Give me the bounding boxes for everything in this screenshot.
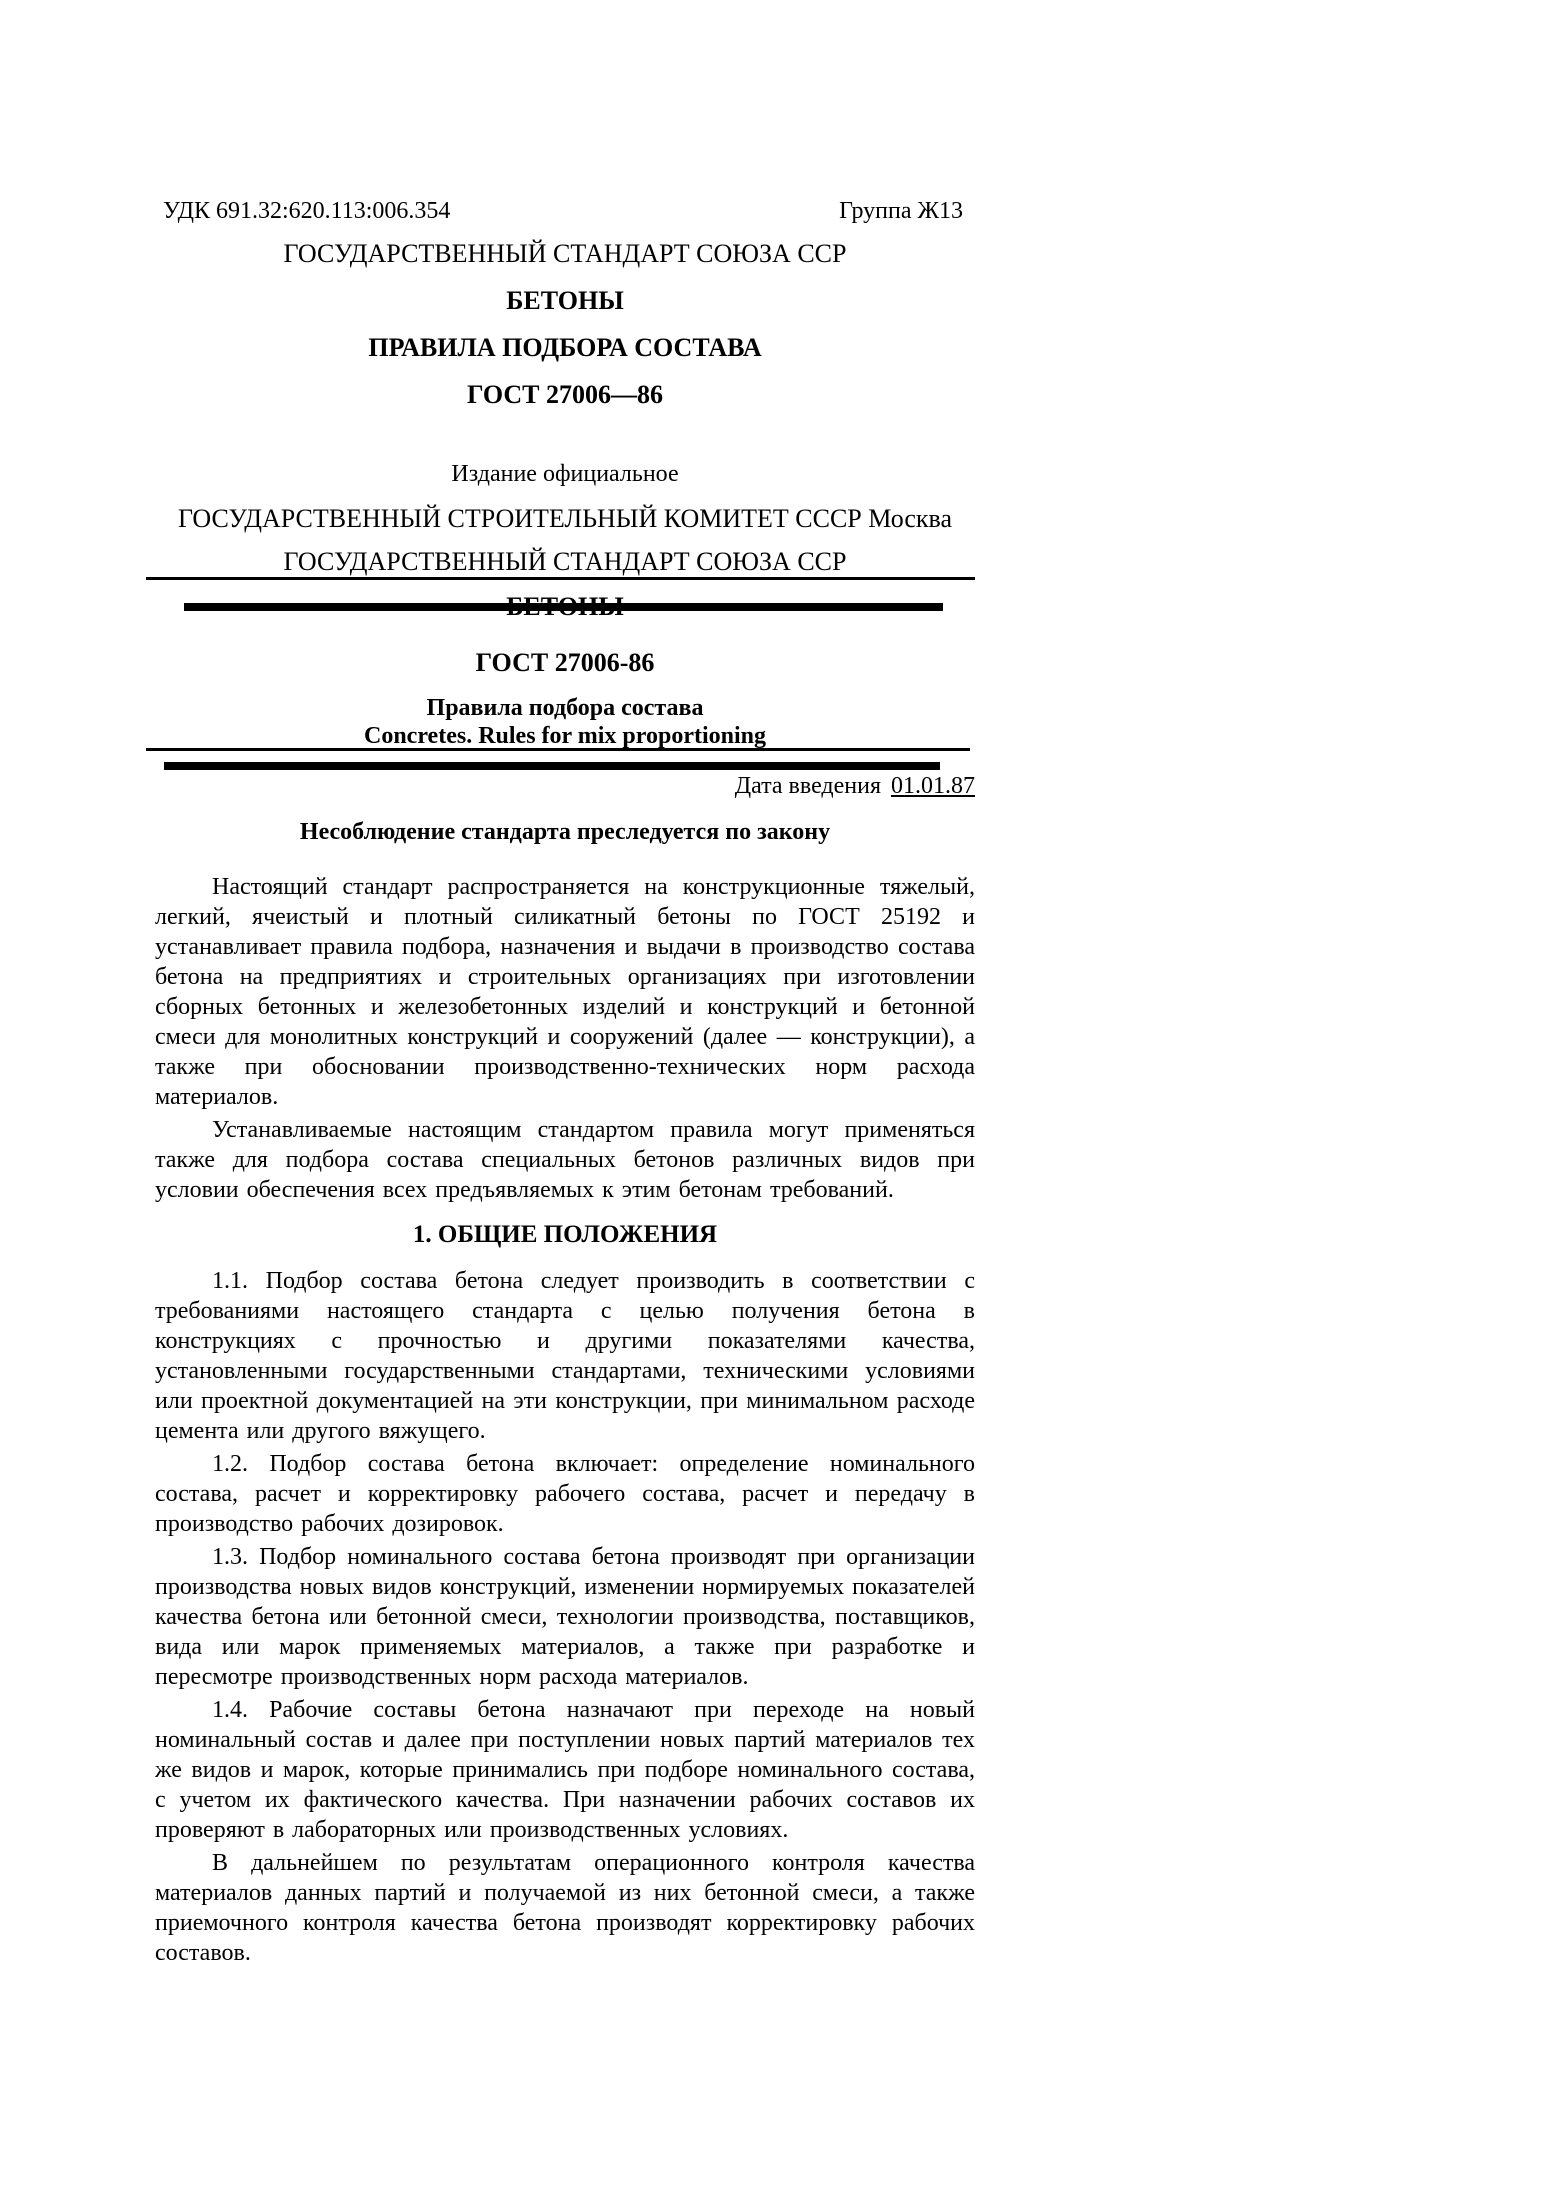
gost-code: ГОСТ 27006—86 [466, 380, 664, 409]
doc-subtitle: ПРАВИЛА ПОДБОРА СОСТАВА [368, 333, 762, 362]
thick-bar [164, 762, 940, 770]
section-heading: 1. ОБЩИЕ ПОЛОЖЕНИЯ [412, 1221, 718, 1248]
paragraph: Устанавливаемые настоящим стандартом правила могут применяться также для подбора состава специальных бетонов различных видов при условии обеспечения всех предъявляемых к этим бетонам требований. [155, 1117, 975, 1203]
enactment-date-line [155, 772, 975, 800]
paragraph: Настоящий стандарт распространяется на конструкционные тяжелый, легкий, ячеистый и плотный силикатный бетоны по ГОСТ 25192 и устанавливает правила подбора, назначения и выдачи в производство состава бетона на предприятиях и строительных организациях при изготовлении сборных бетонных и железобетонных изделий и конструкций и бетонной смеси для монолитных конструкций и сооружений (далее — конструкции), а также при обосновании производственно-технических норм расхода материалов. [155, 874, 975, 1110]
standard-title-ru: Правила подбора состава [426, 695, 704, 721]
law-notice: Несоблюдение стандарта преследуется по закону [299, 819, 831, 845]
paragraph: 1.4. Рабочие составы бетона назначают при переходе на новый номинальный состав и далее при поступлении новых партий материалов тех же видов и марок, которые принимались при подборе номинального состава, с учетом их фактического качества. При назначении рабочих составов их проверяют в лабораторных или производственных условиях. [155, 1697, 975, 1843]
document-body [155, 872, 975, 1968]
group-code: Группа Ж13 [839, 198, 963, 224]
paragraph: 1.2. Подбор состава бетона включает: определение номинального состава, расчет и корректировку рабочего состава, расчет и передачу в производство рабочих дозировок. [155, 1451, 975, 1537]
paragraph: 1.1. Подбор состава бетона следует производить в соответствии с требованиями настоящего стандарта с целью получения бетона в конструкциях с прочностью и другими показателями качества, установленными государственными стандартами, техническими условиями или проектной документацией на эти конструкции, при минимальном расходе цемента или другого вяжущего. [155, 1268, 975, 1444]
strikethrough-bar [184, 603, 943, 611]
struck-title-block [155, 592, 975, 622]
date-label: Дата введения [734, 773, 881, 799]
committee-line: ГОСУДАРСТВЕННЫЙ СТРОИТЕЛЬНЫЙ КОМИТЕТ СССР Москва [177, 504, 953, 533]
horizontal-rule [146, 577, 975, 580]
paragraph: 1.3. Подбор номинального состава бетона производят при организации производства новых видов конструкций, изменении нормируемых показателей качества бетона или бетонной смеси, технологии производства, поставщиков, вида или марок применяемых материалов, а также при разработке и пересмотре производственных норм расхода материалов. [155, 1544, 975, 1690]
gost-code-2: ГОСТ 27006-86 [475, 648, 655, 677]
doc-title: БЕТОНЫ [506, 286, 624, 315]
udk-number: УДК 691.32:620.113:006.354 [163, 198, 451, 224]
udk-group-row [155, 197, 975, 225]
gost-org-title-2: ГОСУДАРСТВЕННЫЙ СТАНДАРТ СОЮЗА ССР [283, 547, 847, 576]
standard-title-en: Concretes. Rules for mix proportioning [364, 723, 766, 749]
date-value: 01.01.87 [891, 773, 975, 799]
gost-org-title: ГОСУДАРСТВЕННЫЙ СТАНДАРТ СОЮЗА ССР [283, 239, 847, 268]
edition-note: Издание официальное [451, 461, 679, 487]
content-column [155, 0, 975, 1971]
paragraph: В дальнейшем по результатам операционного контроля качества материалов данных партий и получаемой из них бетонной смеси, а также приемочного контроля качества бетона производят корректировку рабочих составов. [155, 1850, 975, 1966]
